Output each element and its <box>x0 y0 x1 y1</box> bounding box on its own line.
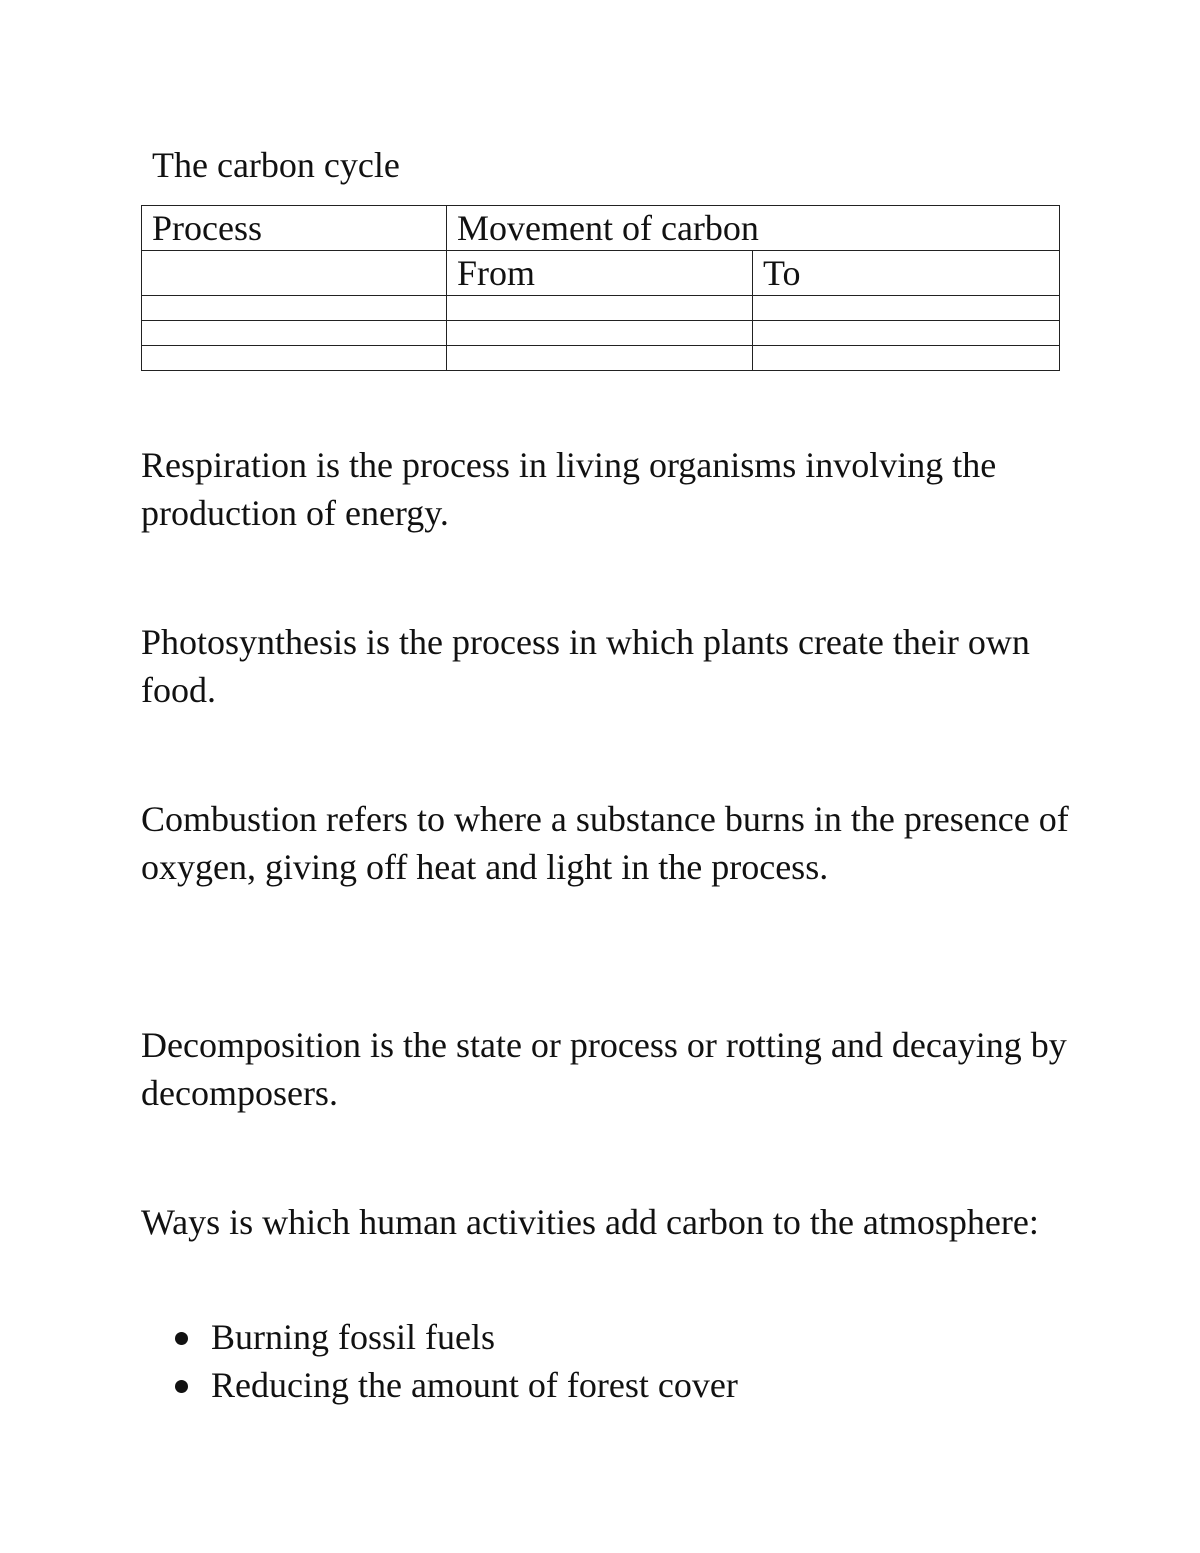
table-cell-process <box>142 321 447 346</box>
table-cell-empty <box>142 251 447 296</box>
table-header-process: Process <box>142 206 447 251</box>
table-subheader-from: From <box>447 251 753 296</box>
table-cell-from <box>447 346 753 371</box>
list-item-text: Reducing the amount of forest cover <box>211 1365 738 1405</box>
human-activities-list <box>141 1313 1081 1409</box>
table-row <box>142 321 1060 346</box>
table-cell-process <box>142 346 447 371</box>
list-item <box>141 1361 1081 1409</box>
bullet-icon <box>175 1380 188 1393</box>
table-row <box>142 346 1060 371</box>
table-cell-to <box>753 321 1060 346</box>
table-cell-process <box>142 296 447 321</box>
document-title: The carbon cycle <box>152 145 400 185</box>
table-cell-to <box>753 346 1060 371</box>
table-subheader-row <box>142 251 1060 296</box>
table-cell-from <box>447 296 753 321</box>
photosynthesis-paragraph: Photosynthesis is the process in which plants create their own food. <box>141 622 1030 710</box>
carbon-cycle-table <box>141 205 1060 371</box>
human-activities-intro: Ways is which human activities add carbon to the atmosphere: <box>141 1202 1039 1242</box>
decomposition-paragraph: Decomposition is the state or process or rotting and decaying by decomposers. <box>141 1025 1067 1113</box>
list-item-text: Burning fossil fuels <box>211 1317 495 1357</box>
table-cell-to <box>753 296 1060 321</box>
table-header-row <box>142 206 1060 251</box>
respiration-paragraph: Respiration is the process in living organisms involving the production of energy. <box>141 445 997 533</box>
bullet-icon <box>175 1332 188 1345</box>
table-cell-from <box>447 321 753 346</box>
table-row <box>142 296 1060 321</box>
table-header-movement: Movement of carbon <box>447 206 1060 251</box>
combustion-paragraph: Combustion refers to where a substance burns in the presence of oxygen, giving off heat and light in the process. <box>141 799 1069 887</box>
table-subheader-to: To <box>753 251 1060 296</box>
list-item <box>141 1313 1081 1361</box>
